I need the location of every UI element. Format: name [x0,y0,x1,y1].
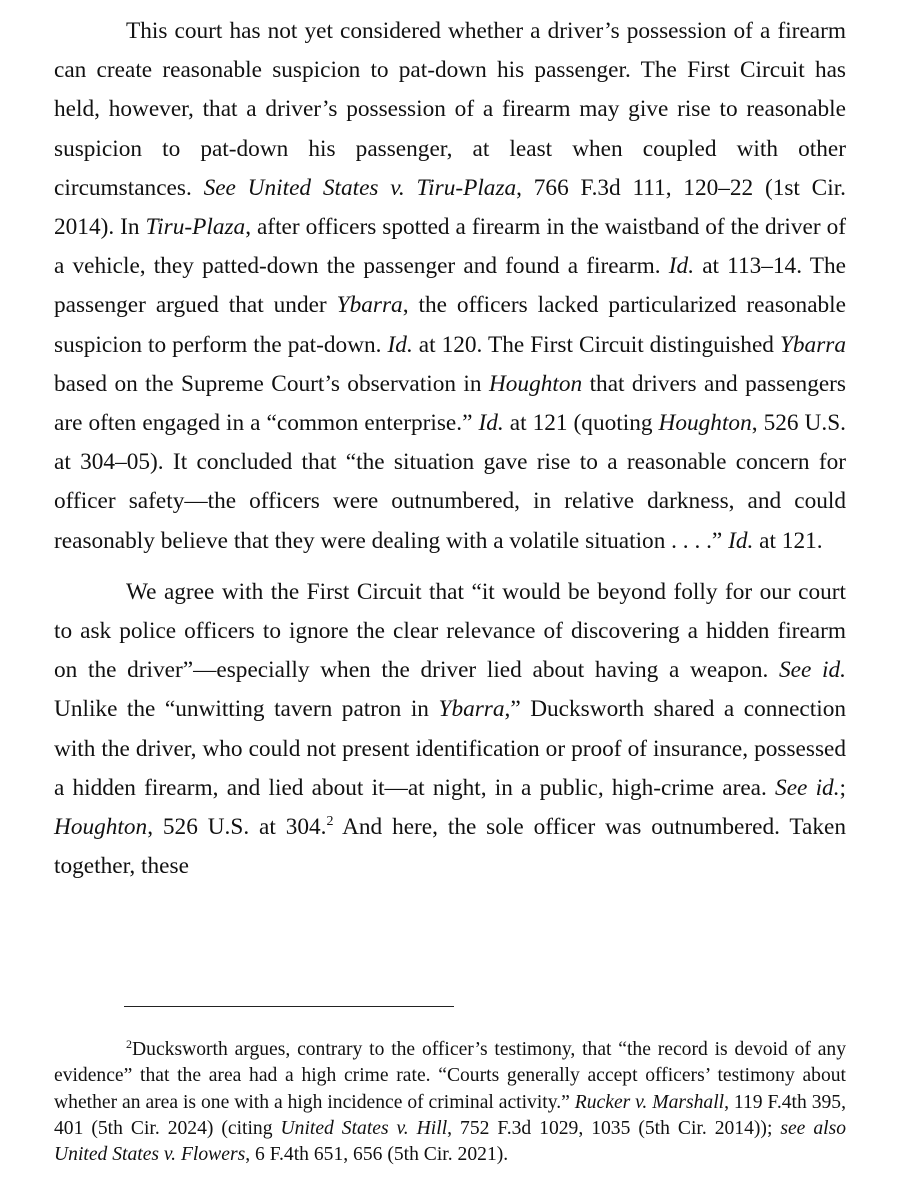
paragraph-1 [54,12,846,561]
footnote-reference: 2 [326,814,334,830]
text-run: ,” Ducksworth shared a connection with the driver, who could not present identification or proof of insurance, possessed a hidden firearm, and lied about it—at night, in a public, high-crime area. [54,696,846,801]
text-run: ; [839,774,846,801]
italic-citation: Ybarra [336,292,403,319]
text-run: at 121 (quoting [503,410,659,437]
footnote-2 [54,1037,846,1168]
italic-citation: See id. [779,657,846,684]
text-run: And here, the sole officer was outnumbered. Taken together, these [54,814,846,880]
italic-citation: Houghton [488,370,583,397]
italic-citation: Id. [728,527,754,554]
italic-citation: Ybarra [779,331,846,358]
text-run: , 526 U.S. at 304–05). It concluded that “the situation gave rise to a reasonable concern for officer safety—the officers were outnumbered, in relative darkness, and could reasonably believe that they were dealing with a volatile situation . . . .” [54,410,846,554]
text-run: , 766 F.3d 111, 120–22 (1st Cir. 2014). In [54,174,846,241]
text-run: at 121. [753,527,823,554]
footnote-text [54,1039,846,1165]
footnote-divider [124,1006,454,1007]
text-run: , 6 F.4th 651, 656 (5th Cir. 2021). [245,1144,509,1166]
text-run: at 120. The First Circuit distinguished [412,331,780,358]
text-run: This court has not yet considered whether a driver’s possession of a firearm can create reasonable suspicion to pat-down his passenger. The First Circuit has held, however, that a driver’s possession of a firearm may give rise to reasonable suspicion to pat-down his passenger, at least when coupled with other circumstances. [54,18,846,201]
text-run: , the officers lacked particularized reasonable suspicion to perform the pat-down. [54,292,846,358]
italic-citation: Houghton [658,410,752,437]
text-run: , 752 F.3d 1029, 1035 (5th Cir. 2014)); [447,1117,781,1139]
text-run: that drivers and passengers are often engaged in a “common enterprise.” [54,370,847,437]
italic-citation: Id. [668,253,695,280]
text-run: , 526 U.S. at 304. [147,814,327,841]
italic-citation: See id. [775,774,840,801]
text-run: , 119 F.4th 395, 401 (5th Cir. 2024) (citing [54,1091,846,1139]
italic-citation: Id. [387,331,413,358]
text-run: Ducksworth argues, contrary to the officer’s testimony, that “the record is devoid of any evidence” that the area had a high crime rate. “Courts generally accept officers’ testimony about whether an area is one with a high incidence of criminal activity.” [54,1039,846,1113]
text-run: We agree with the First Circuit that “it would be beyond folly for our court to ask police officers to ignore the clear relevance of discovering a hidden firearm on the driver”—especially when the driver lied about having a weapon. [54,578,846,684]
text-run: Unlike the “unwitting tavern patron in [54,696,439,723]
italic-citation: United States v. Hill [280,1117,448,1139]
paragraph-2 [54,573,846,887]
text-run: at 113–14. The passenger argued that under [54,253,847,319]
text-run: based on the Supreme Court’s observation in [54,370,489,397]
italic-citation: Id. [478,410,504,437]
footnote-marker: 2 [126,1037,132,1051]
italic-citation: see also United States v. Flowers [54,1117,847,1166]
italic-citation: See United States v. Tiru-Plaza [203,174,517,201]
italic-citation: Ybarra [438,696,505,723]
italic-citation: Tiru-Plaza [145,214,246,241]
italic-citation: Houghton [54,814,148,841]
italic-citation: Rucker v. Marshall [574,1091,725,1113]
text-run: , after officers spotted a firearm in the waistband of the driver of a vehicle, they patted-down the passenger and found a firearm. [54,214,846,280]
